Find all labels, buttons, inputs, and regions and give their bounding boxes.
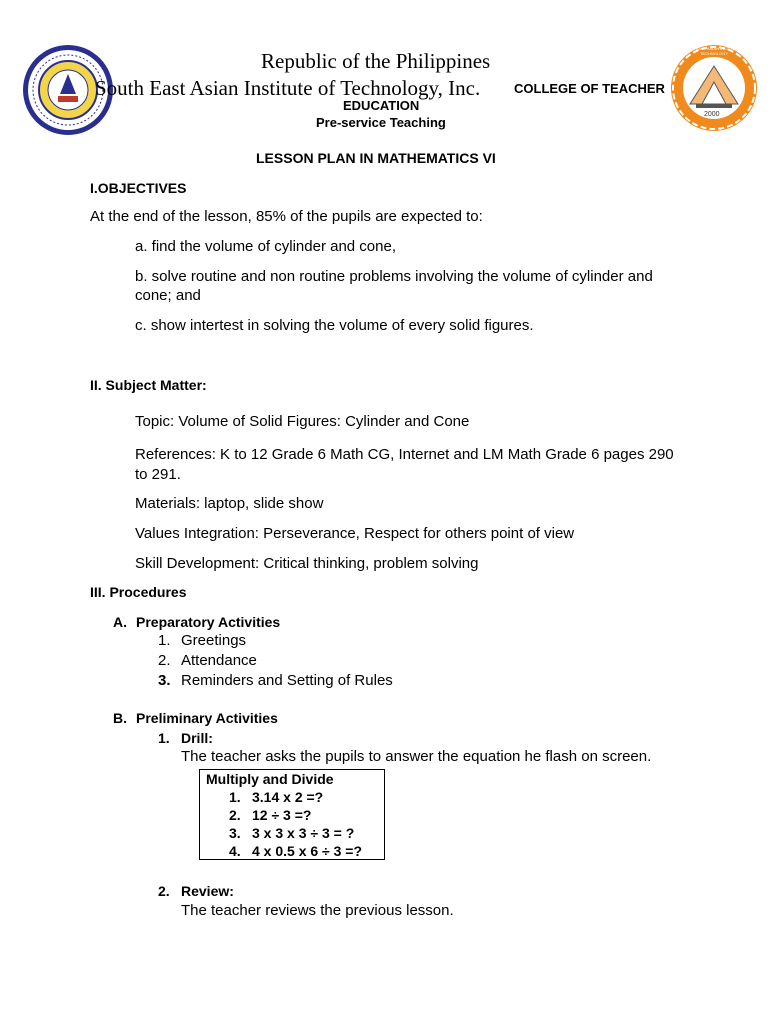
header-college: COLLEGE OF TEACHER <box>514 81 665 96</box>
section-a-letter: A. <box>113 614 127 630</box>
drill-box-title: Multiply and Divide <box>206 771 334 787</box>
review-number: 2. <box>158 883 170 899</box>
header-republic: Republic of the Philippines <box>261 49 491 73</box>
objectives-intro: At the end of the lesson, 85% of the pupils are expected to: <box>90 208 483 225</box>
review-title: Review: <box>181 883 234 899</box>
list-item: Reminders and Setting of Rules <box>181 672 393 689</box>
list-item: Greetings <box>181 632 247 649</box>
drill-text: The teacher asks the pupils to answer the equation he flash on screen. <box>181 748 652 765</box>
objective-c: c. show intertest in solving the volume of every solid figures. <box>135 317 534 334</box>
drill-item-number: 1. <box>229 789 241 805</box>
section-a-title: Preparatory Activities <box>136 614 281 630</box>
seal-ring-text: SOUTH EAST ASIAN INSTITUTE OF TECHNOLOGY <box>680 46 748 56</box>
drill-number: 1. <box>158 730 170 746</box>
subject-values: Values Integration: Perseverance, Respect for others point of view <box>135 525 575 542</box>
objective-a: a. find the volume of cylinder and cone, <box>135 238 396 255</box>
drill-item-number: 3. <box>229 825 241 841</box>
drill-title: Drill: <box>181 730 213 746</box>
subject-heading: II. Subject Matter: <box>90 377 207 393</box>
header-program: Pre-service Teaching <box>316 115 446 130</box>
list-item-number: 1. <box>158 632 171 649</box>
list-item-number: 2. <box>158 652 171 669</box>
subject-references-line2: to 291. <box>135 466 181 483</box>
drill-item: 3 x 3 x 3 ÷ 3 = ? <box>252 825 355 841</box>
header-education: EDUCATION <box>343 98 420 113</box>
subject-references-line1: References: K to 12 Grade 6 Math CG, Internet and LM Math Grade 6 pages 290 <box>135 446 674 463</box>
subject-topic: Topic: Volume of Solid Figures: Cylinder and Cone <box>135 413 470 430</box>
header-institute: South East Asian Institute of Technology, Inc. <box>95 76 481 100</box>
subject-materials: Materials: laptop, slide show <box>135 495 324 512</box>
section-b-letter: B. <box>113 710 127 726</box>
section-b-title: Preliminary Activities <box>136 710 278 726</box>
objective-b-line1: b. solve routine and non routine problems involving the volume of cylinder and <box>135 268 653 285</box>
list-item-number: 3. <box>158 672 171 689</box>
seal-year-text: 2000 <box>704 111 720 118</box>
review-text: The teacher reviews the previous lesson. <box>181 902 454 919</box>
drill-item: 12 ÷ 3 =? <box>252 807 312 823</box>
drill-item: 3.14 x 2 =? <box>252 789 324 805</box>
page-title: LESSON PLAN IN MATHEMATICS VI <box>256 150 496 166</box>
drill-box <box>199 769 385 860</box>
drill-item-number: 2. <box>229 807 241 823</box>
drill-item-number: 4. <box>229 843 241 859</box>
objectives-heading: I.OBJECTIVES <box>90 180 187 196</box>
procedures-heading: III. Procedures <box>90 584 187 600</box>
seait-seal-right-logo <box>668 44 760 132</box>
list-item: Attendance <box>181 652 257 669</box>
subject-skill: Skill Development: Critical thinking, problem solving <box>135 555 479 572</box>
objective-b-line2: cone; and <box>135 287 201 304</box>
drill-item: 4 x 0.5 x 6 ÷ 3 =? <box>252 843 363 859</box>
